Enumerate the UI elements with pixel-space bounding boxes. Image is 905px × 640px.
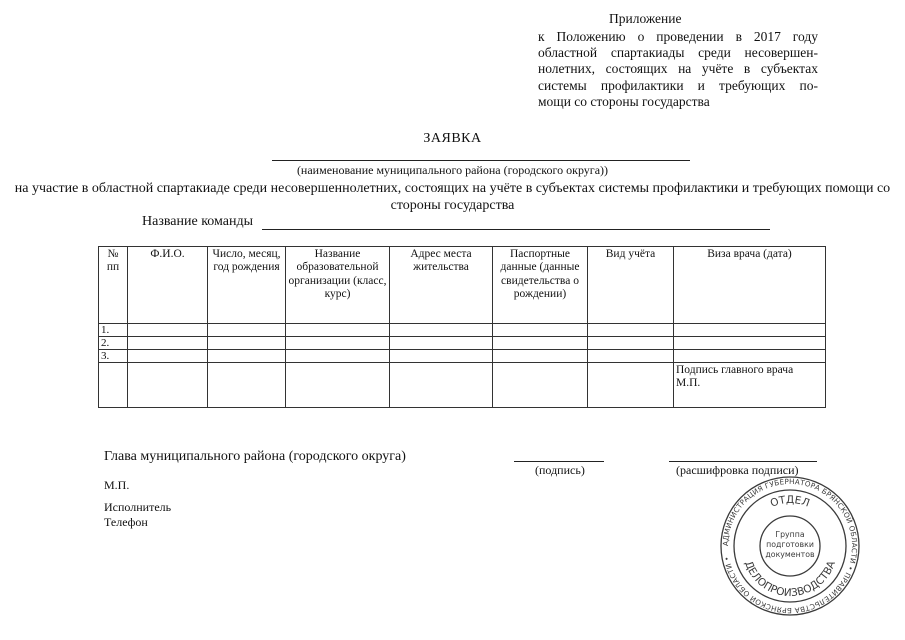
header-birth-date: Число, месяц, год рождения: [208, 247, 286, 324]
decoding-line: [669, 461, 817, 462]
doctor-signature-cell: [674, 363, 826, 408]
header-number: № пп: [99, 247, 128, 324]
stamp-outer-text: АДМИНИСТРАЦИЯ ГУБЕРНАТОРА БРЯНСКОЙ ОБЛАСТИ • ПРАВИТЕЛЬСТВА БРЯНСКОЙ ОБЛАСТИ •: [720, 476, 860, 616]
row-number: 1.: [99, 324, 128, 337]
annex-line: мощи со стороны государства: [538, 93, 710, 109]
document-title: ЗАЯВКА: [423, 131, 482, 146]
row-number: 2.: [99, 337, 128, 350]
participants-table: [98, 246, 826, 408]
annex-line: областной спартакиады среди несовершен-: [538, 45, 818, 61]
header-full-name: Ф.И.О.: [128, 247, 208, 324]
table-row: [99, 324, 826, 337]
stamp-center-line: подготовки: [766, 540, 814, 549]
phone-label: Телефон: [104, 515, 148, 529]
stamp-inner-top-text: ОТДЕЛ: [768, 493, 812, 510]
signature-caption: (подпись): [535, 463, 585, 477]
team-name-label: Название команды: [142, 214, 254, 229]
header-passport: Паспортные данные (данные свидетельства о рождении): [493, 247, 588, 324]
header-doctor-visa: Виза врача (дата): [674, 247, 826, 324]
signature-line: [514, 461, 604, 462]
table-row: [99, 350, 826, 363]
header-school: Название образовательной организации (класс, курс): [286, 247, 390, 324]
stamp-inner-bottom-text: ДЕЛОПРОИЗВОДСТВА: [742, 559, 838, 600]
team-name-line: [262, 229, 770, 230]
decoding-caption: (расшифровка подписи): [676, 463, 799, 477]
purpose-text: на участие в областной спартакиаде среди несовершеннолетних, состоящих на учёте в субъектах системы профилактики и требующих помощи со стороны государства: [14, 181, 891, 213]
annex-text: [538, 29, 818, 110]
doctor-signature-label: Подпись главного врача: [676, 364, 794, 376]
office-stamp: [719, 475, 861, 617]
table-row: [99, 337, 826, 350]
annex-line: системы профилактики и требующих по-: [538, 77, 818, 93]
annex-title: Приложение: [609, 11, 682, 26]
header-registration-type: Вид учёта: [588, 247, 674, 324]
stamp-center-line: документов: [765, 550, 815, 559]
table-header-row: [99, 247, 826, 324]
executor-label: Исполнитель: [104, 500, 172, 514]
doctor-mp-label: М.П.: [676, 377, 701, 389]
municipality-line: [272, 160, 690, 161]
row-number: 3.: [99, 350, 128, 363]
executor-block: [104, 500, 171, 530]
header-address: Адрес места жительства: [390, 247, 493, 324]
municipality-caption: (наименование муниципального района (городского округа)): [296, 163, 609, 177]
head-of-district-label: Глава муниципального района (городского округа): [104, 449, 406, 464]
footer-mp-label: М.П.: [104, 478, 130, 492]
annex-line: к Положению о проведении в 2017 году: [538, 29, 818, 44]
stamp-center-line: Группа: [775, 530, 805, 539]
annex-line: нолетних, состоящих на учёте в субъектах: [538, 61, 818, 77]
table-signature-row: [99, 363, 826, 408]
